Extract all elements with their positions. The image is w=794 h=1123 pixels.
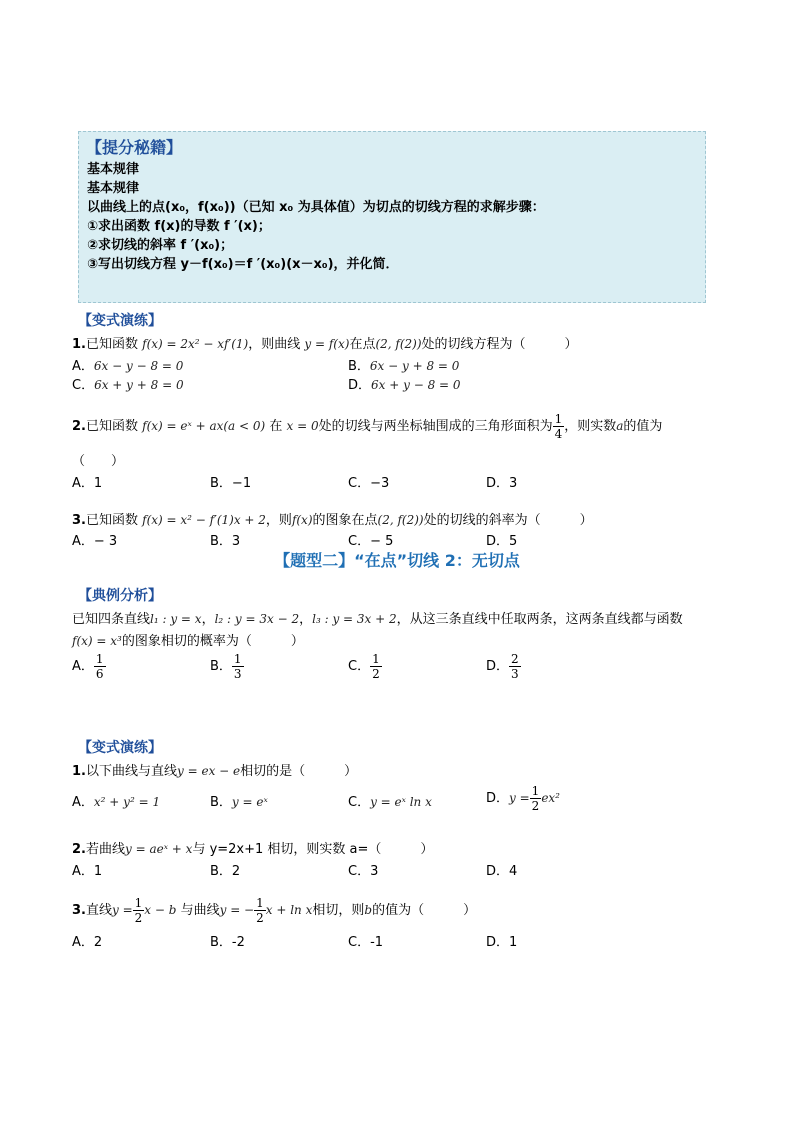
math-expr: f(x) = 2x² − xf′(1) <box>142 337 249 351</box>
math-expr: x = 0 <box>286 419 319 433</box>
option-text: 3 <box>370 864 379 879</box>
option-letter: C． <box>348 864 371 879</box>
fraction-denominator: 2 <box>256 911 264 925</box>
option-letter: A． <box>72 659 94 674</box>
option-b <box>210 472 251 491</box>
option-d <box>348 374 461 393</box>
fraction <box>232 652 244 681</box>
option-text: 2 <box>231 864 241 879</box>
math-expr: x − b <box>144 903 177 917</box>
question-text: 已知函数 <box>85 513 138 528</box>
tips-line-1: 基本规律 <box>87 162 140 177</box>
fraction-denominator: 4 <box>554 427 563 441</box>
question-text: 已知函数 <box>85 337 138 352</box>
option-d <box>486 931 517 950</box>
fraction <box>133 896 145 925</box>
option-b <box>210 860 240 879</box>
question-number: 2. <box>72 419 86 434</box>
option-math: y = eˣ ln x <box>370 795 432 809</box>
math-expr: l₁ : y = x <box>150 612 202 626</box>
fraction-denominator: 2 <box>134 911 143 925</box>
question-text: 已知函数 <box>85 419 138 434</box>
math-expr: x + ln x <box>265 903 313 917</box>
question-text: 处的切线方程为（ ） <box>421 337 578 352</box>
option-text: −1 <box>231 476 252 491</box>
option-letter: A． <box>72 795 94 810</box>
question-text: 在点 <box>349 337 376 352</box>
math-expr: y = aeˣ + x <box>125 842 193 856</box>
tips-line-3: 以曲线上的点(x₀，f(x₀))（已知 x₀ 为具体值）为切点的切线方程的求解步骤： <box>87 200 545 215</box>
option-text: 2 <box>93 935 103 950</box>
option-letter: A． <box>72 359 94 374</box>
option-c <box>348 860 378 879</box>
option-a <box>72 652 106 681</box>
option-c <box>72 374 184 393</box>
question-text: 若曲线 <box>85 842 125 857</box>
fraction <box>94 652 106 681</box>
math-expr: f(x) = eˣ + ax(a < 0) <box>142 419 266 433</box>
answer-paren: （ ） <box>72 454 125 469</box>
option-c <box>348 652 382 681</box>
fraction-numerator: 1 <box>256 896 264 910</box>
question-1 <box>72 333 578 352</box>
option-letter: D． <box>486 935 510 950</box>
question-text: ， <box>201 612 215 627</box>
option-letter: A． <box>72 534 94 549</box>
tips-line-4: ①求出函数 f(x)的导数 f ′(x)； <box>87 219 271 234</box>
option-letter: D． <box>486 476 510 491</box>
question-2 <box>72 838 433 857</box>
question-text: 以下曲线与直线 <box>85 764 177 779</box>
option-text: 1 <box>509 935 518 950</box>
question-2 <box>72 412 662 441</box>
math-expr: y = ex − e <box>177 764 241 778</box>
fraction-denominator: 3 <box>233 667 242 681</box>
math-expr: f(x) <box>291 513 313 527</box>
fraction-denominator: 6 <box>95 667 104 681</box>
option-math: 6x − y − 8 = 0 <box>93 359 184 373</box>
fraction <box>254 896 266 925</box>
option-math: 6x + y + 8 = 0 <box>94 378 184 392</box>
option-d <box>486 530 517 549</box>
option-letter: B． <box>210 864 232 879</box>
question-text: 与 y=2x+1 相切，则实数 a=（ ） <box>192 842 434 857</box>
option-math: y = <box>509 791 530 805</box>
fraction-numerator: 1 <box>372 652 380 666</box>
option-text: −3 <box>370 476 390 491</box>
option-text: 1 <box>93 864 103 879</box>
section1-label: 【变式演练】 <box>78 313 162 329</box>
math-expr: (2, f(2)) <box>375 337 422 351</box>
option-c <box>348 791 432 810</box>
option-c <box>348 931 383 950</box>
option-letter: A． <box>72 476 94 491</box>
option-letter: C． <box>348 795 371 810</box>
question-text: 处的切线的斜率为（ ） <box>423 513 593 528</box>
tips-line-2: 基本规律 <box>87 181 140 196</box>
option-a <box>72 931 102 950</box>
math-expr: y = − <box>219 903 255 917</box>
fraction-numerator: 1 <box>531 784 540 798</box>
option-text: − 5 <box>370 534 394 549</box>
example-question-line-1 <box>72 608 683 627</box>
question-number: 3. <box>72 903 86 918</box>
fraction-numerator: 1 <box>95 652 104 666</box>
option-letter: B． <box>210 795 232 810</box>
option-c <box>348 472 389 491</box>
question-text: 直线 <box>85 903 112 918</box>
fraction <box>530 784 542 813</box>
math-expr: l₂ : y = 3x − 2 <box>214 612 300 626</box>
question-text: 相切，则 <box>312 903 365 918</box>
option-letter: B． <box>210 935 232 950</box>
option-math: 6x − y + 8 = 0 <box>369 359 460 373</box>
question-3 <box>72 896 476 925</box>
option-letter: C． <box>348 935 371 950</box>
option-letter: D． <box>486 791 510 806</box>
option-a <box>72 860 102 879</box>
fraction-denominator: 2 <box>372 667 380 681</box>
option-letter: B． <box>348 359 370 374</box>
option-text: − 3 <box>93 534 118 549</box>
option-letter: B． <box>210 534 232 549</box>
option-text: 1 <box>93 476 103 491</box>
question-text: 处的切线与两坐标轴围成的三角形面积为 <box>318 419 553 434</box>
fraction-denominator: 2 <box>531 799 540 813</box>
option-letter: D． <box>486 659 510 674</box>
option-a <box>72 355 183 374</box>
option-a <box>72 791 160 810</box>
option-letter: A． <box>72 864 94 879</box>
option-b <box>210 931 245 950</box>
math-expr: f(x) = x³ <box>72 634 122 648</box>
fraction-numerator: 1 <box>554 412 563 426</box>
question-text: 的值为 <box>623 419 663 434</box>
option-letter: D． <box>486 864 510 879</box>
question-number: 1. <box>72 337 86 352</box>
option-text: 4 <box>509 864 518 879</box>
question-text: 的值为（ ） <box>372 903 477 918</box>
option-letter: D． <box>486 534 510 549</box>
option-letter: D． <box>348 378 372 393</box>
fraction-denominator: 3 <box>511 667 519 681</box>
option-b <box>210 530 240 549</box>
option-letter: C． <box>72 378 95 393</box>
question-text: ，则 <box>265 513 292 528</box>
option-letter: C． <box>348 659 371 674</box>
fraction <box>553 412 565 441</box>
example-question-line-2 <box>72 630 304 649</box>
option-text: -1 <box>370 935 384 950</box>
tips-title: 【提分秘籍】 <box>86 138 183 157</box>
tips-line-6: ③写出切线方程 y－f(x₀)＝f ′(x₀)(x－x₀)，并化简． <box>87 257 399 272</box>
question-text: 与曲线 <box>180 903 220 918</box>
math-expr: y = f(x) <box>304 337 350 351</box>
question-text: ，则曲线 <box>248 337 301 352</box>
option-b <box>348 355 459 374</box>
option-b <box>210 791 268 810</box>
question-text: 相切的是（ ） <box>240 764 358 779</box>
math-expr: y = <box>112 903 133 917</box>
option-d <box>486 860 517 879</box>
tips-line-5: ②求切线的斜率 f ′(x₀)； <box>87 238 234 253</box>
option-letter: C． <box>348 476 371 491</box>
question-number: 2. <box>72 842 86 857</box>
math-expr: a <box>616 419 624 433</box>
question-1 <box>72 760 357 779</box>
math-expr: l₃ : y = 3x + 2 <box>312 612 397 626</box>
option-letter: B． <box>210 659 232 674</box>
option-text: -2 <box>231 935 245 950</box>
option-text: 3 <box>231 534 241 549</box>
option-d <box>486 784 560 813</box>
question-text: 的图象在点 <box>312 513 378 528</box>
option-a <box>72 472 102 491</box>
option-letter: A． <box>72 935 94 950</box>
option-d <box>486 472 517 491</box>
option-math: ex² <box>541 791 560 805</box>
option-text: 5 <box>509 534 518 549</box>
option-math: y = eˣ <box>231 795 268 809</box>
option-c <box>348 530 393 549</box>
option-a <box>72 530 117 549</box>
fraction <box>509 652 521 681</box>
example-label: 【典例分析】 <box>78 588 162 604</box>
option-d <box>486 652 521 681</box>
question-3 <box>72 509 593 528</box>
fraction-numerator: 1 <box>134 896 143 910</box>
question-text: ， <box>299 612 313 627</box>
math-expr: (2, f(2)) <box>377 513 424 527</box>
option-letter: C． <box>348 534 371 549</box>
question-number: 1. <box>72 764 86 779</box>
question-text: 在 <box>269 419 283 434</box>
math-expr: f(x) = x² − f′(1)x + 2 <box>142 513 266 527</box>
math-expr: b <box>364 903 373 917</box>
question-text: ，从这三条直线中任取两条，这两条直线都与函数 <box>396 612 683 627</box>
question-text: 的图象相切的概率为（ ） <box>121 634 304 649</box>
option-text: 3 <box>509 476 518 491</box>
option-letter: B． <box>210 476 232 491</box>
fraction-numerator: 2 <box>511 652 519 666</box>
option-b <box>210 652 244 681</box>
question-number: 3. <box>72 513 86 528</box>
section2-label: 【变式演练】 <box>78 740 162 756</box>
question-text: 已知四条直线 <box>72 612 151 627</box>
fraction-numerator: 1 <box>233 652 242 666</box>
section-heading: 【题型二】“在点”切线 2：无切点 <box>274 551 520 570</box>
question-text: ，则实数 <box>564 419 617 434</box>
option-math: 6x + y − 8 = 0 <box>371 378 461 392</box>
option-math: x² + y² = 1 <box>93 795 161 809</box>
fraction <box>370 652 382 681</box>
